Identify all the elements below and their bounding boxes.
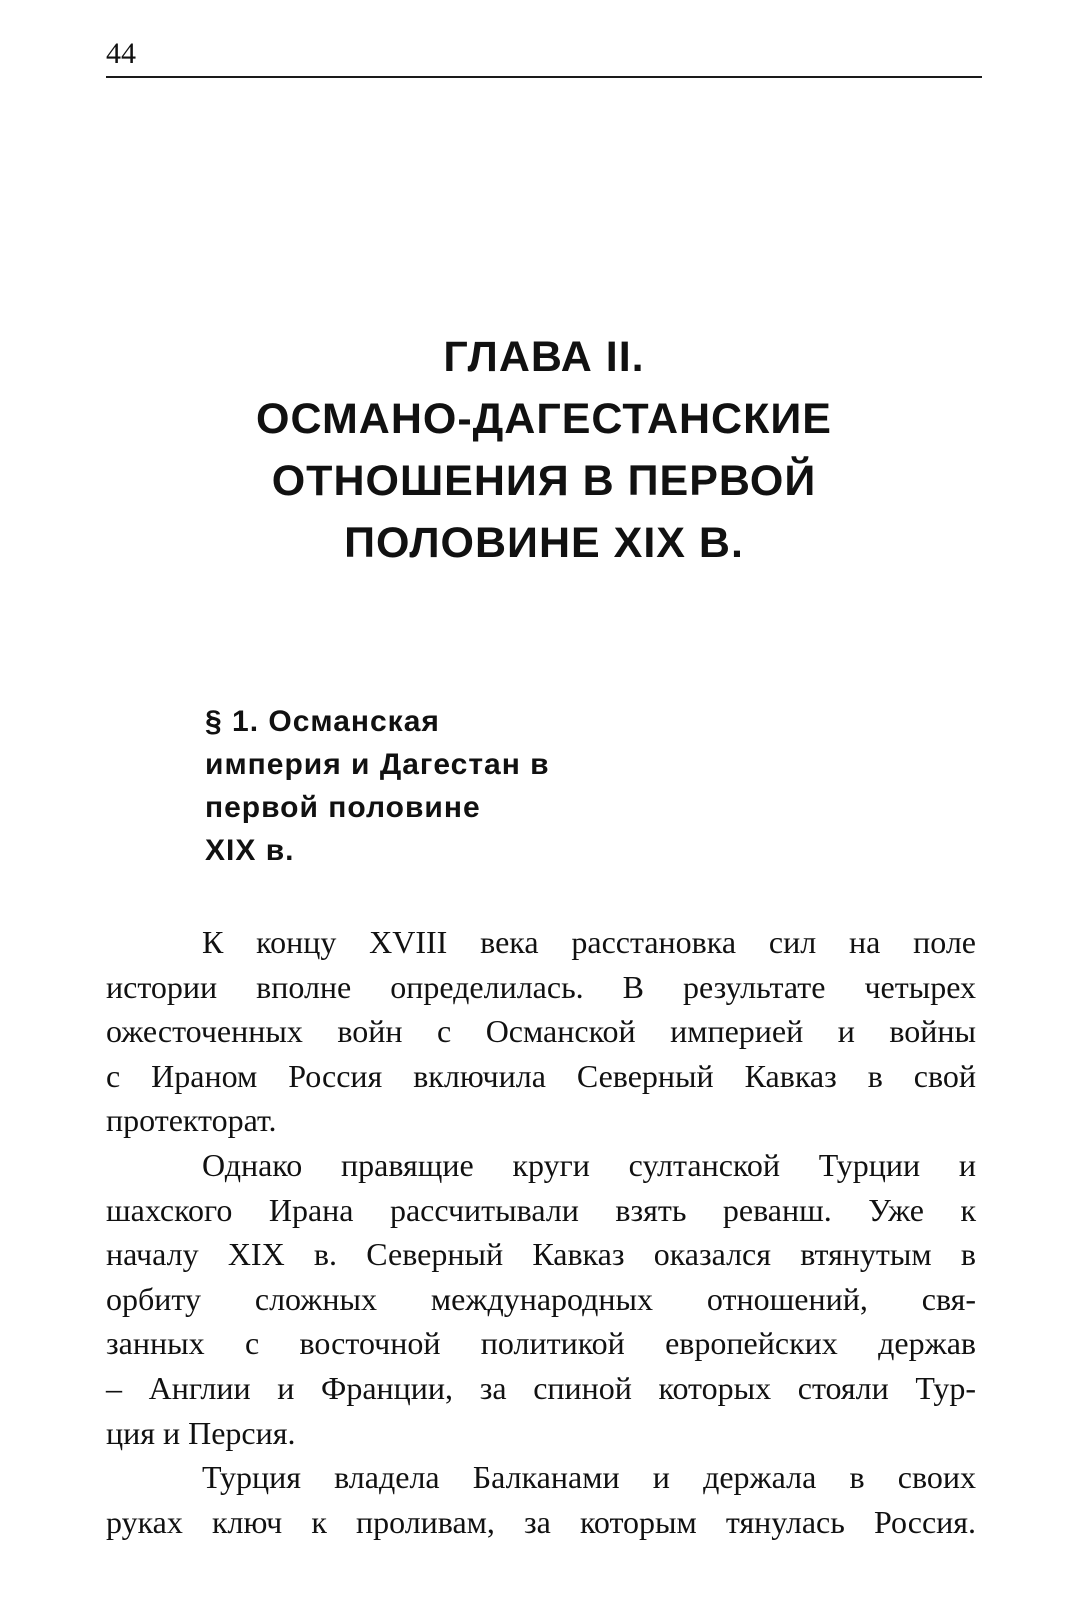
page-number: 44 [106, 37, 136, 70]
section-title-line: XIX в. [205, 834, 295, 867]
paragraph-line: с Ираном Россия включила Северный Кавказ в свой [106, 1057, 976, 1094]
body-text [106, 920, 976, 1544]
chapter-title-line: ОСМАНО-ДАГЕСТАНСКИЕ [256, 395, 832, 443]
paragraph-line: ция и Персия. [106, 1414, 296, 1451]
section-title-line: первой половине [205, 791, 481, 824]
chapter-title-line: ПОЛОВИНЕ XIX В. [344, 519, 744, 567]
paragraph-line: орбиту сложных международных отношений, свя- [106, 1280, 976, 1317]
chapter-title-line: ГЛАВА II. [443, 333, 645, 381]
section-title-line: империя и Дагестан в [205, 748, 550, 781]
paragraph-line: ожесточенных войн с Османской империей и войны [106, 1013, 976, 1050]
paragraph-line: руках ключ к проливам, за которым тянулась Россия. [106, 1503, 976, 1540]
paragraph-line: протекторат. [106, 1102, 277, 1139]
section-title-line: § 1. Османская [205, 705, 440, 738]
paragraph-line: Однако правящие круги султанской Турции и [202, 1146, 976, 1183]
paragraph-line: К концу XVIII века расстановка сил на поле [202, 924, 976, 960]
paragraph-line: шахского Ирана рассчитывали взять реванш. Уже к [106, 1191, 976, 1228]
paragraph-line: Турция владела Балканами и держала в своих [202, 1459, 976, 1496]
chapter-title-line: ОТНОШЕНИЯ В ПЕРВОЙ [271, 457, 817, 505]
section-title [205, 700, 665, 872]
paragraph-line: началу XIX в. Северный Кавказ оказался втянутым в [106, 1236, 976, 1273]
paragraph-line: истории вполне определилась. В результате четырех [106, 968, 976, 1005]
chapter-title [106, 326, 982, 574]
paragraph-line: занных с восточной политикой европейских держав [106, 1325, 976, 1362]
paragraph-line: – Англии и Франции, за спиной которых стояли Тур- [106, 1369, 976, 1406]
header-rule [106, 76, 982, 78]
